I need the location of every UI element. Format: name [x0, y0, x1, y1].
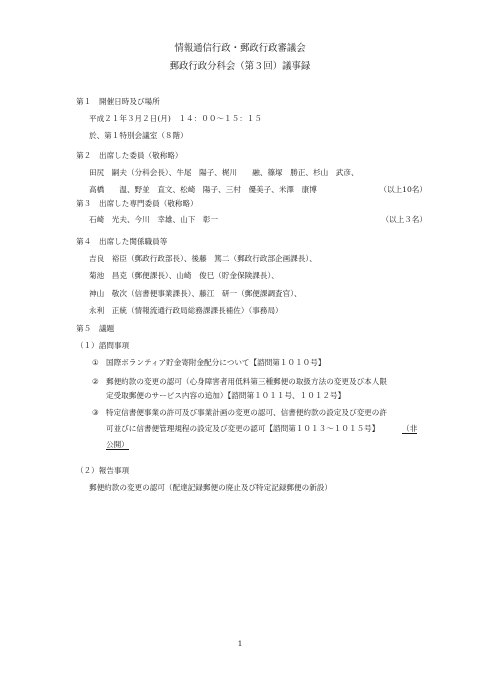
report-item: 郵便約款の変更の認可（配達記録郵便の廃止及び特定記録郵便の新設）	[89, 483, 332, 492]
agenda-item: 特定信書便事業の許可及び事業計画の変更の認可、信書便約款の設定及び変更の許	[106, 408, 387, 417]
meeting-place: 於、第１特別会議室（８階）	[89, 131, 188, 140]
section-heading: 出席した関係職員等	[99, 237, 168, 246]
staff-line: 神山 敬次（信書便事業課長）、藤江 研一（郵便課調査官）、	[89, 289, 302, 298]
attendee-count: （以上10名）	[379, 185, 427, 194]
section-heading: 出席した専門委員（敬称略）	[99, 199, 198, 208]
attendee-line: 田尻 嗣夫（分科会長）、牛尾 陽子、梶川 融、篠塚 勝正、杉山 武彦、	[89, 168, 359, 177]
section-label: 第１	[76, 97, 92, 106]
attendee-line: 石崎 光夫、今川 幸雄、山下 彰一	[89, 215, 219, 224]
item-number: ③	[92, 408, 99, 417]
subsection-heading: （２）報告事項	[76, 466, 130, 475]
meeting-datetime: 平成２１年３月２日(月) １４：００～１５：１５	[89, 114, 262, 123]
item-number: ②	[92, 377, 99, 386]
section-heading: 開催日時及び場所	[99, 97, 160, 106]
page-number: 1	[237, 639, 243, 648]
staff-line: 菊池 昌克（郵便課長）、山崎 俊巳（貯金保険課長）、	[89, 271, 279, 280]
agenda-item: 郵便約款の変更の認可（心身障害者用低料第三種郵便の取扱方法の変更及び本人限	[106, 377, 387, 386]
section-label: 第５	[76, 324, 92, 333]
section-heading: 議題	[99, 324, 115, 333]
attendee-count: （以上３名）	[381, 215, 427, 224]
section-label: 第３	[76, 199, 92, 208]
document-subtitle: 郵政行政分科会（第３回）議事録	[169, 61, 311, 72]
subsection-heading: （１）諮問事項	[76, 341, 130, 350]
agenda-item: 国際ボランティア貯金寄附金配分について【諮問第１０１０号】	[106, 358, 326, 367]
item-number: ①	[92, 358, 99, 367]
section-label: 第２	[76, 151, 92, 160]
section-label: 第４	[76, 237, 92, 246]
closed-session-note: （非	[402, 424, 418, 433]
agenda-item-continued: 可並びに信書便管理規程の設定及び変更の認可【諮問第１０１３～１０１５号】	[106, 424, 380, 433]
attendee-line: 高橋 温、野並 直文、松崎 陽子、三村 優美子、米澤 康博	[89, 185, 317, 194]
document-title: 情報通信行政・郵政行政審議会	[174, 43, 306, 54]
closed-session-note: 公開）	[106, 440, 129, 449]
section-heading: 出席した委員（敬称略）	[99, 151, 183, 160]
staff-line: 吉良 裕臣（郵政行政部長）、後藤 篤二（郵政行政部企画課長）、	[89, 254, 317, 263]
staff-line: 永利 正統（情報流通行政局総務課課長補佐）（事務局）	[89, 306, 283, 315]
agenda-item-continued: 定受取郵便のサービス内容の追加）【諮問第１０１１号、１０１２号】	[106, 391, 346, 400]
